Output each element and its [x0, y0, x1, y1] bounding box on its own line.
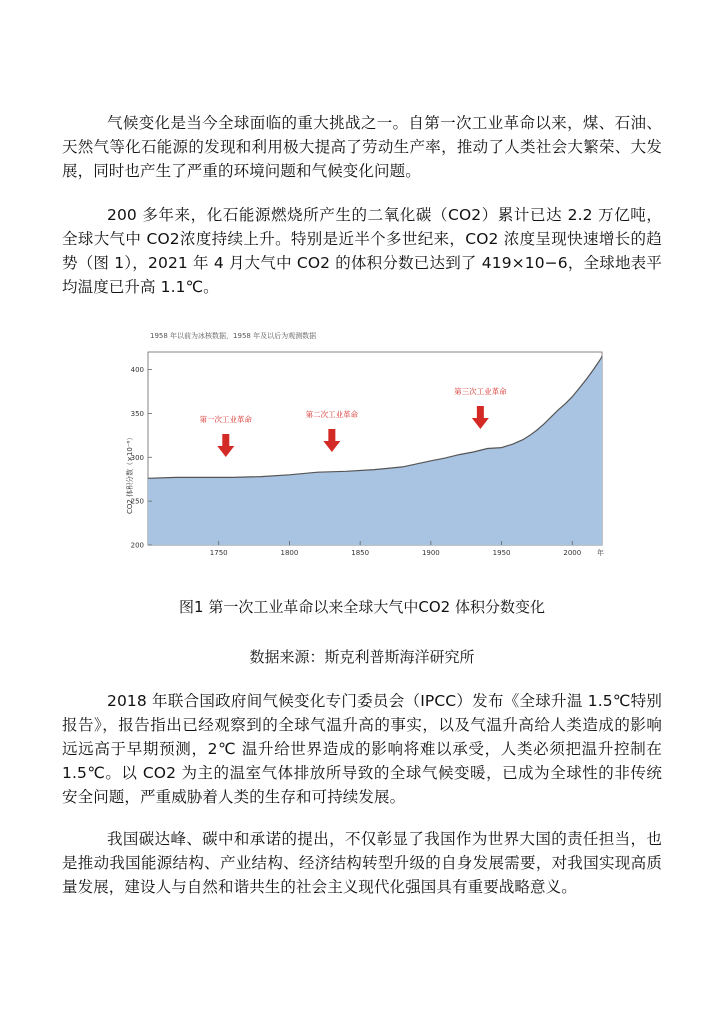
x-tick-label: 1850	[351, 549, 370, 557]
y-tick-label: 350	[130, 409, 144, 418]
y-axis-label: CO2 体积分数（×10⁻⁶）	[126, 433, 134, 514]
y-tick-label: 200	[130, 541, 144, 550]
x-tick-label: 1950	[492, 549, 511, 557]
x-tick-label: 1800	[280, 549, 299, 557]
paragraph-carbon-goals: 我国碳达峰、碳中和承诺的提出，不仅彰显了我国作为世界大国的责任担当，也是推动我国能源结构、产业结构、经济结构转型升级的自身发展需要，对我国实现高质量发展，建设人与自然和谐共生的社会主义现代化强国具有重要战略意义。	[62, 830, 662, 896]
paragraph-ipcc: 2018 年联合国政府间气候变化专门委员会（IPCC）发布《全球升温 1.5℃特别报告》，报告指出已经观察到的全球气温升高的事实，以及气温升高给人类造成的影响远远高于早期预测，2℃ 温升给世界造成的影响将难以承受，人类必须把温升控制在 1.5℃。以 CO2 为主的温室气体排放所导致的全球气候变暖，已成为全球性的非传统安全问题，严重威胁着人类的生存和可持续发展。	[62, 692, 662, 806]
annotation-label: 第三次工业革命	[454, 387, 507, 396]
chart-title: 1958 年以前为冰核数据，1958 年及以后为观测数据	[150, 332, 317, 340]
figure-source: 数据来源：斯克利普斯海洋研究所	[249, 648, 475, 666]
figure-caption: 图1 第一次工业革命以来全球大气中CO2 体积分数变化	[179, 598, 545, 616]
x-tick-label: 1900	[421, 549, 440, 557]
y-tick-label: 400	[130, 366, 144, 375]
co2-chart-figure	[120, 324, 610, 564]
x-tick-label: 1750	[209, 549, 228, 557]
paragraph-co2-growth: 200 多年来，化石能源燃烧所产生的二氧化碳（CO2）累计已达 2.2 万亿吨，全球大气中 CO2浓度持续上升。特别是近半个多世纪来，CO2 浓度呈现快速增长的趋势（图 1），2021 年 4 月大气中 CO2 的体积分数已达到了 419×10−6，全球地表平均温度已升高 1.1℃。	[62, 206, 662, 296]
y-tick-label: 300	[130, 453, 144, 462]
paragraph-intro: 气候变化是当今全球面临的重大挑战之一。自第一次工业革命以来，煤、石油、天然气等化石能源的发现和利用极大提高了劳动生产率，推动了人类社会大繁荣、大发展，同时也产生了严重的环境问题和气候变化问题。	[62, 114, 662, 180]
annotation-label: 第一次工业革命	[199, 415, 253, 424]
co2-chart	[120, 324, 610, 564]
y-tick-label: 250	[130, 497, 144, 506]
annotation-label: 第二次工业革命	[305, 410, 359, 419]
x-axis-unit: 年	[597, 549, 604, 557]
x-tick-label: 2000	[563, 549, 582, 557]
